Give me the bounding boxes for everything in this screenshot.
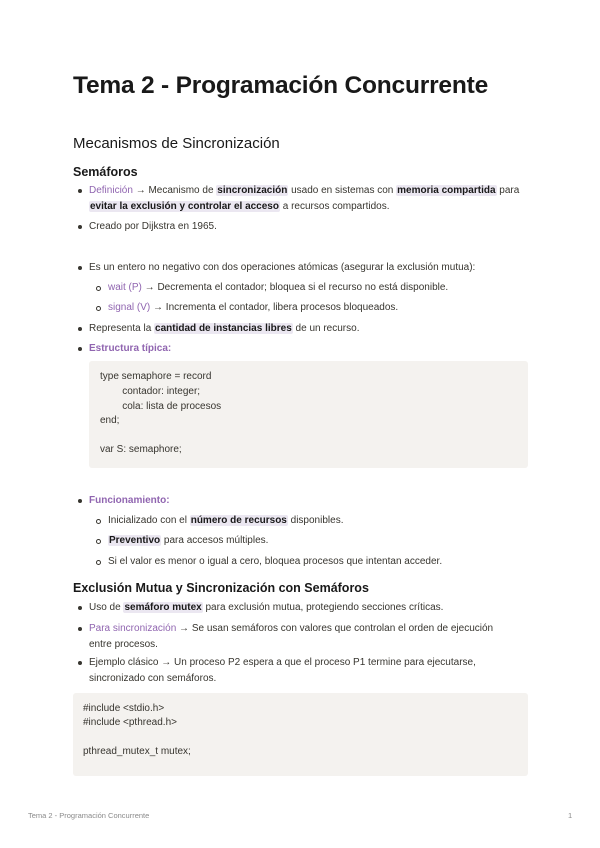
bullet-icon (78, 225, 82, 229)
list-item-cero: Si el valor es menor o igual a cero, bloquea procesos que intentan acceder. (108, 554, 528, 570)
code-line: pthread_mutex_t mutex; (83, 746, 191, 757)
code-block-semaphore (89, 361, 528, 468)
list-item-inicializado: Inicializado con el número de recursos disponibles. (108, 513, 528, 529)
list-item-entero: Es un entero no negativo con dos operaciones atómicas (asegurar la exclusión mutua): (89, 260, 529, 276)
code-block-pthread (73, 693, 528, 776)
list-item-signal: signal (V) → Incrementa el contador, libera procesos bloqueados. (108, 300, 528, 316)
bullet-icon (78, 499, 82, 503)
bullet-hollow-icon (96, 539, 101, 544)
code-line: contador: integer; (100, 386, 201, 397)
page-title: Tema 2 - Programación Concurrente (73, 72, 488, 99)
bullet-icon (78, 189, 82, 193)
list-item-creado: Creado por Dijkstra en 1965. (89, 219, 529, 235)
list-item-representa: Representa la cantidad de instancias libres de un recurso. (89, 321, 529, 337)
bullet-hollow-icon (96, 519, 101, 524)
wait-label: wait (P) (108, 282, 142, 293)
footer-title: Tema 2 - Programación Concurrente (28, 811, 150, 820)
bullet-icon (78, 266, 82, 270)
list-item-wait: wait (P) → Decrementa el contador; bloquea si el recurso no está disponible. (108, 280, 528, 296)
bullet-icon (78, 606, 82, 610)
definicion-label: Definición (89, 185, 133, 196)
list-item-ejemplo: Ejemplo clásico → Un proceso P2 espera a que el proceso P1 termine para ejecutarse, sincronizado con semáforos. (89, 655, 529, 687)
list-item-sincronizacion: Para sincronización → Se usan semáforos con valores que controlan el orden de ejecución entre procesos. (89, 621, 529, 653)
estructura-label: Estructura típica: (89, 343, 172, 354)
code-line: end; (100, 415, 120, 426)
list-item-estructura (89, 341, 529, 357)
signal-label: signal (V) (108, 302, 151, 313)
code-line: type semaphore = record (100, 371, 212, 382)
code-line: #include <pthread.h> (83, 717, 177, 728)
exclusion-heading: Exclusión Mutua y Sincronización con Semáforos (73, 581, 369, 595)
bullet-icon (78, 627, 82, 631)
list-item-preventivo: Preventivo para accesos múltiples. (108, 533, 528, 549)
list-item-mutex: Uso de semáforo mutex para exclusión mutua, protegiendo secciones críticas. (89, 600, 529, 616)
list-item-definicion: Definición → Mecanismo de sincronización usado en sistemas con memoria compartida para evitar la exclusión y controlar el acceso a recursos compartidos. (89, 183, 529, 215)
bullet-hollow-icon (96, 286, 101, 291)
semaforos-heading: Semáforos (73, 165, 138, 179)
bullet-hollow-icon (96, 560, 101, 565)
bullet-icon (78, 327, 82, 331)
bullet-icon (78, 347, 82, 351)
list-item-funcionamiento (89, 493, 529, 509)
bullet-icon (78, 661, 82, 665)
page-number: 1 (568, 811, 573, 820)
sincronizacion-label: Para sincronización (89, 623, 177, 634)
code-line: var S: semaphore; (100, 444, 182, 455)
code-line: cola: lista de procesos (100, 401, 222, 412)
funcionamiento-label: Funcionamiento: (89, 495, 170, 506)
code-line: #include <stdio.h> (83, 703, 165, 714)
section-heading: Mecanismos de Sincronización (73, 135, 280, 152)
bullet-hollow-icon (96, 306, 101, 311)
